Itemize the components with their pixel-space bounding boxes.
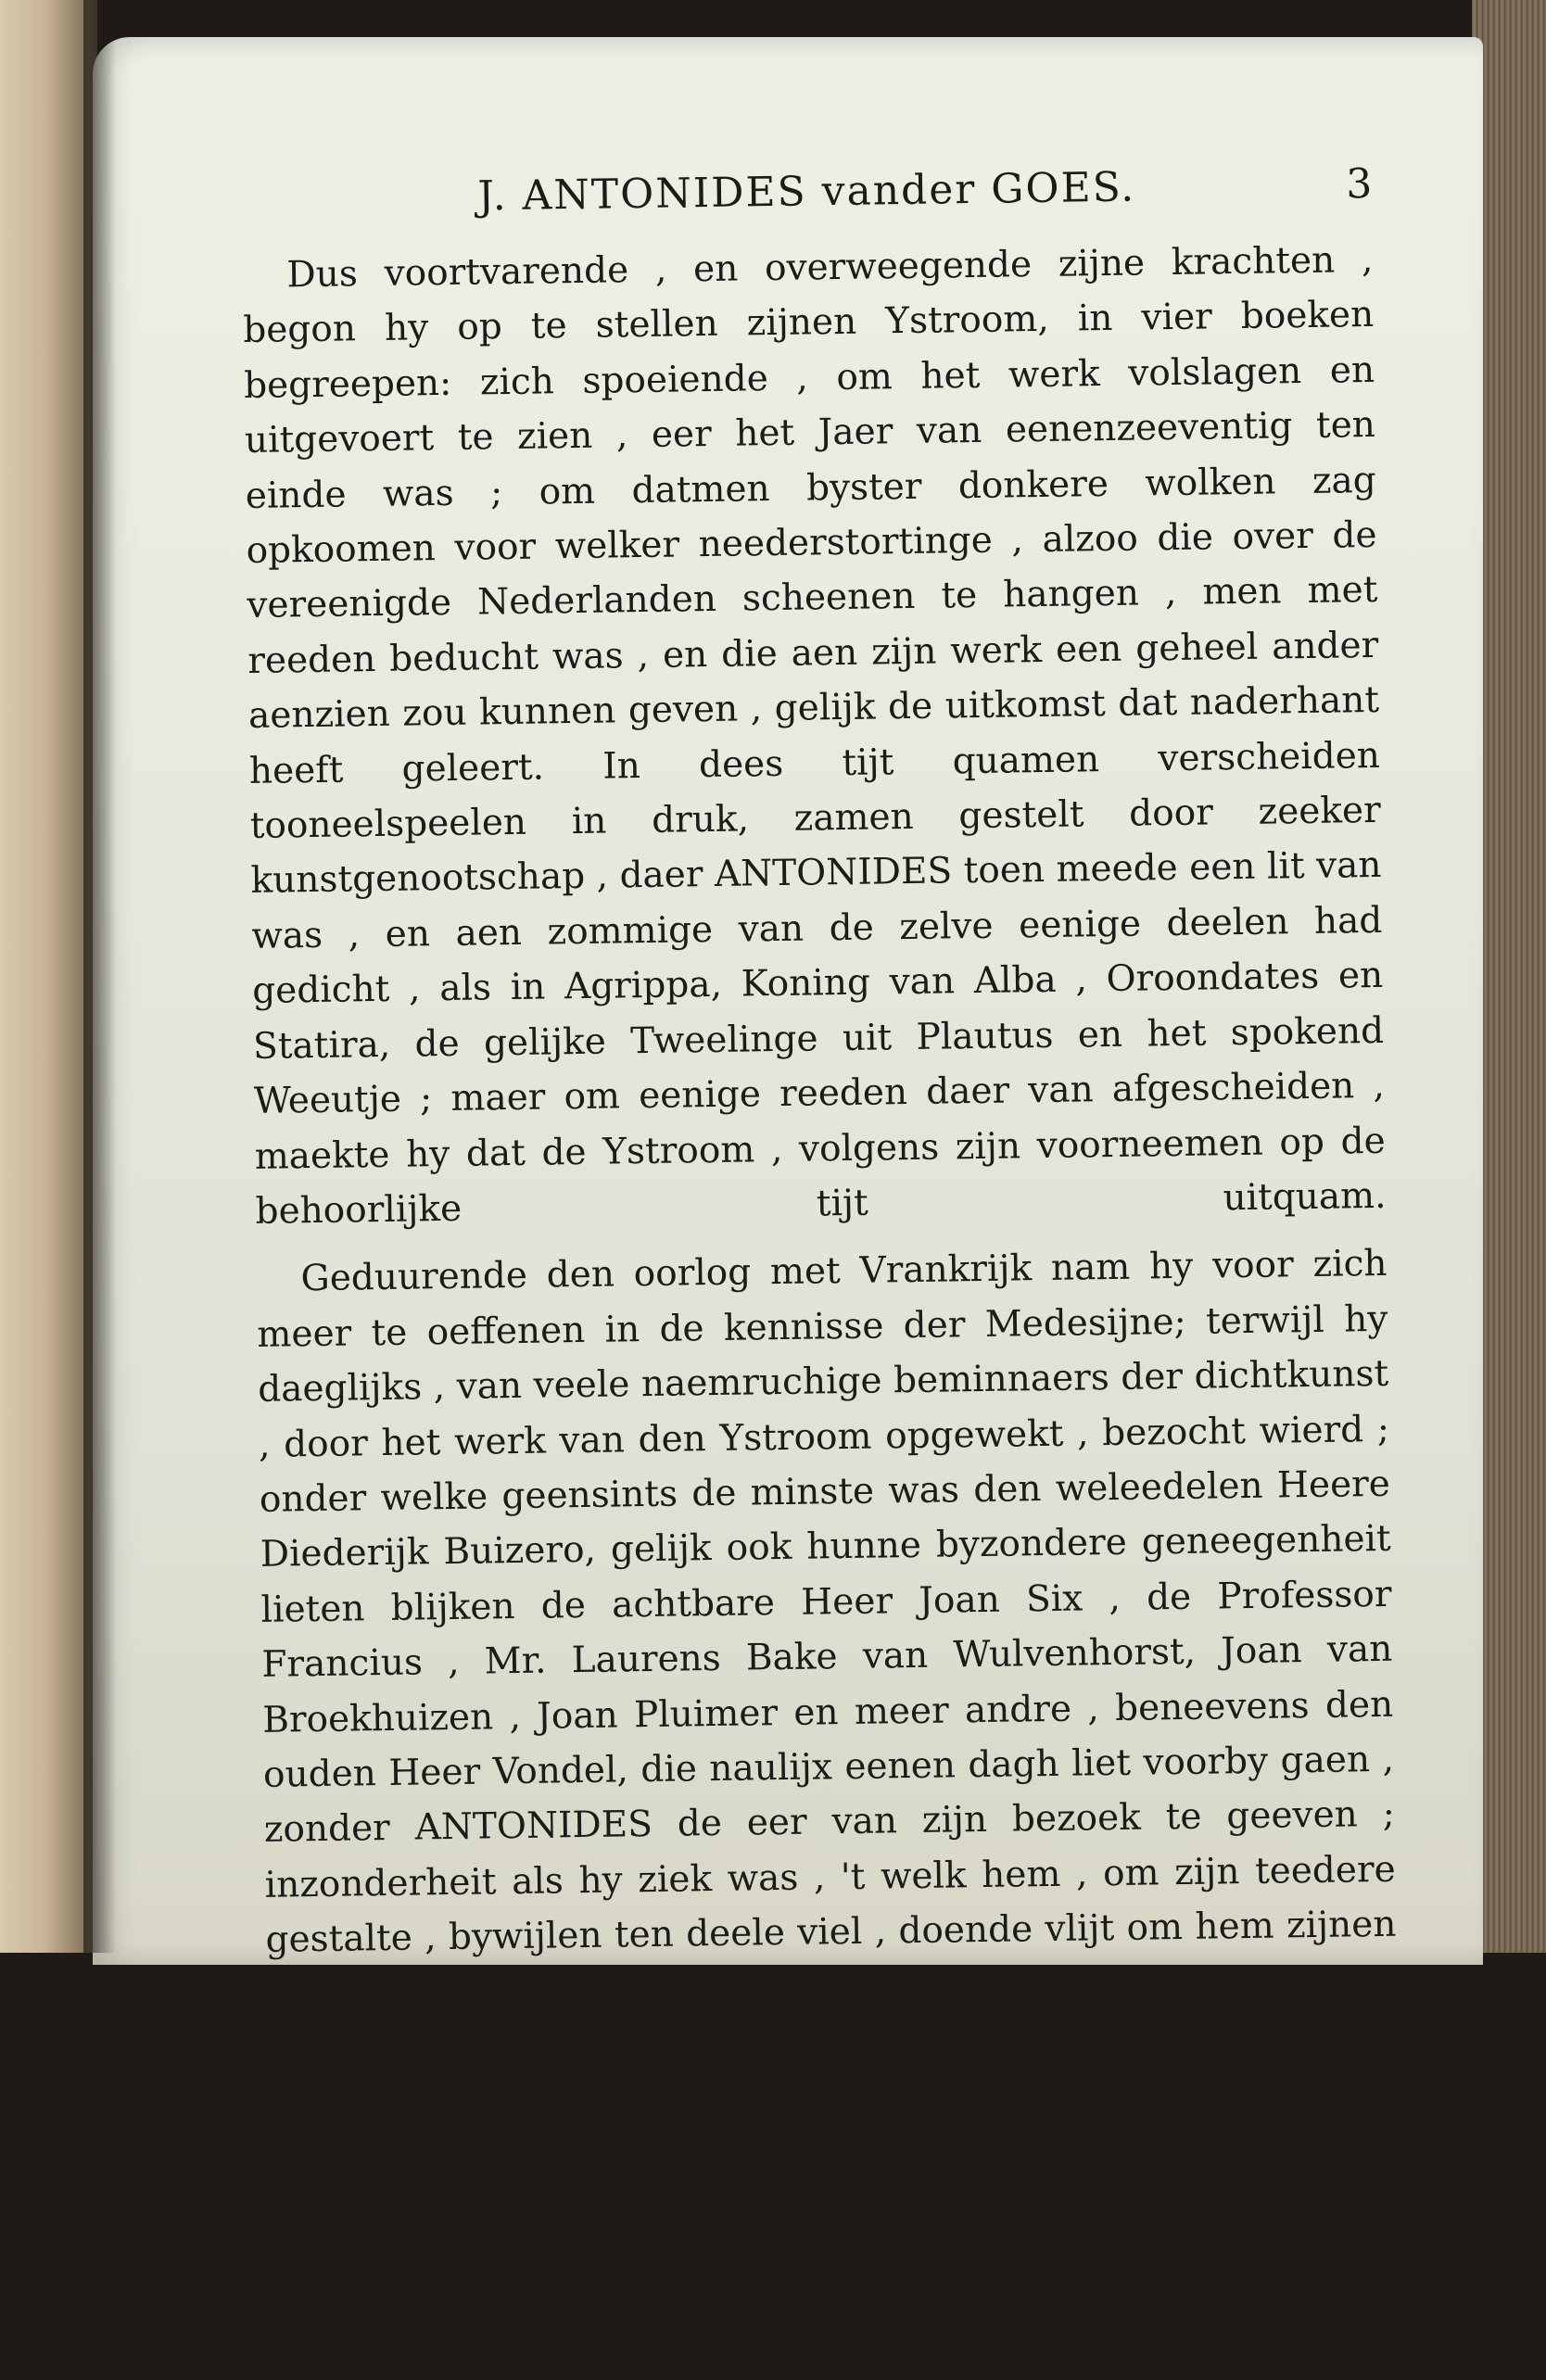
paragraph-2: Geduurende den oorlog met Vrankrijk nam hy voor zich meer te oeffenen in de kennisse der Medesijne; terwijl hy daeglijks , van veele naemruchige beminnaers der dichtkunst , door het werk van den Ystroom opgewekt , bezocht wierd ; onder welke geensints de minste was den weleedelen Heere Diederijk Buizero, gelijk ook hunne byzondere geneegenheit lieten blijken de achtbare Heer Joan Six , de Professor Francius , Mr. Laurens Bake van Wulvenhorst, Joan van Broekhuizen , Joan Pluimer en meer andre , beneevens den ouden Heer Vondel, die naulijx eenen dagh liet voorby gaen , zonder ANTONIDES de eer van zijn bezoek te geeven ; inzonderheit als hy ziek was , 't welk hem , om zijn teedere gestalte , bywijlen ten deele viel , doende vlijt om hem zijnen moed frisch en wakker te houden : gelijk hy hem , in zulk een stand vindende , door eenige genuchelijke vertellingen , wat minder aen zijn ongemak deed gedenken. bbox=[257, 1243, 1400, 2127]
signature-mark: * 2 bbox=[790, 2307, 843, 2349]
running-head-title: J. ANTONIDES vander GOES. bbox=[477, 163, 1136, 221]
paragraph-1: Dus voortvarende , en overweegende zijne krachten , begon hy op te stellen zijnen Ystroom, in vier boeken begreepen: zich spoeiende , om het werk volslagen en uitgevoert te zien , eer het Jaer van eenenzeeventig ten einde was ; om datmen byster donkere wolken zag opkoomen voor welker neederstortinge , alzoo die over de vereenigde Nederlanden scheenen te hangen , men met reeden beducht was , en die aen zijn werk een geheel ander aenzien zou kunnen geven , gelijk de uitkomst dat naderhant heeft geleert. In dees tijt quamen verscheiden tooneelspeelen in druk, zamen gestelt door zeeker kunstgenootschap , daer ANTONIDES toen meede een lit van was , en aen zommige van de zelve eenige deelen had gedicht , als in Agrippa, Koning van Alba , Oroondates en Statira, de gelijke Tweelinge uit Plautus en het spokend Weeutje ; maer om eenige reeden daer van afgescheiden , maekte hy dat de Ystroom , volgens zijn voorneemen op de behoorlijke tijt uitquam. bbox=[243, 238, 1387, 1233]
page-text-block bbox=[241, 160, 1402, 2380]
book-gutter-shadow bbox=[83, 0, 116, 1953]
catchword: Dok- bbox=[1317, 2298, 1402, 2343]
page-stack-edge bbox=[1472, 0, 1546, 1953]
book-page bbox=[93, 37, 1483, 2349]
page-footer bbox=[271, 2299, 1402, 2380]
page-number: 3 bbox=[1345, 159, 1373, 209]
paragraph-3: Toen Uitrecht van de Fransche troepen bevrijd was , begaf hy zich aldaer in de hooge school , om zijne kennisse in de geneeskunde wijder voort te zetten ; tot hy met den tijtel van bbox=[269, 2136, 1401, 2305]
